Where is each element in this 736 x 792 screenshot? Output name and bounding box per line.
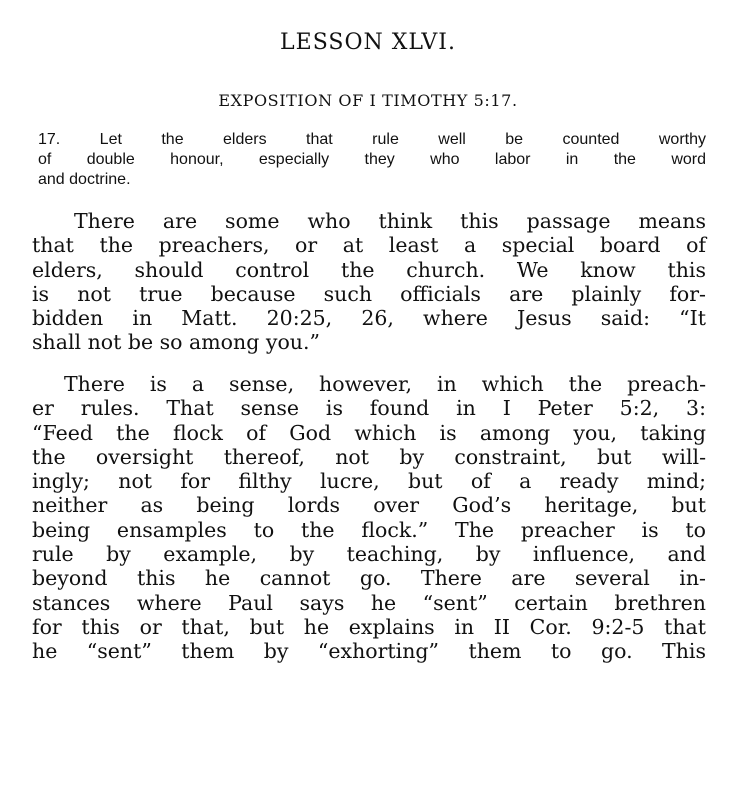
paragraph-line: bidden in Matt. 20:25, 26, where Jesus said: “It	[32, 306, 706, 331]
paragraph-line: elders, should control the church. We know this	[32, 257, 706, 282]
exposition-title: EXPOSITION OF I TIMOTHY 5:17.	[218, 91, 518, 110]
body-paragraph	[32, 372, 706, 664]
paragraph-line: There is a sense, however, in which the preach-	[64, 372, 706, 396]
verse-line: of double honour, especially they who labor in the word	[38, 151, 706, 168]
verse-line: and doctrine.	[38, 171, 131, 188]
paragraph-line: beyond this he cannot go. There are several in-	[32, 566, 706, 591]
paragraph-line: rule by example, by teaching, by influence, and	[32, 542, 706, 567]
scripture-verse	[38, 130, 706, 190]
paragraph-line: er rules. That sense is found in I Peter 5:2, 3:	[32, 396, 706, 421]
paragraph-line: he “sent” them by “exhorting” them to go. This	[32, 639, 706, 664]
paragraph-line: is not true because such officials are plainly for-	[32, 281, 706, 306]
paragraph-line: the oversight thereof, not by constraint, but will-	[32, 444, 706, 469]
paragraph-line: for this or that, but he explains in II Cor. 9:2-5 that	[32, 614, 706, 639]
paragraph-line: “Feed the flock of God which is among you, taking	[32, 420, 706, 445]
paragraph-line: ingly; not for filthy lucre, but of a ready mind;	[32, 469, 706, 494]
paragraph-line: being ensamples to the flock.” The preacher is to	[32, 517, 706, 542]
paragraph-line: neither as being lords over God’s heritage, but	[32, 493, 706, 518]
paragraph-line: There are some who think this passage means	[74, 209, 706, 233]
paragraph-line: stances where Paul says he “sent” certain brethren	[32, 590, 706, 615]
lesson-title: LESSON XLVI.	[280, 30, 456, 55]
paragraph-line: that the preachers, or at least a special board of	[32, 233, 706, 258]
body-paragraph	[32, 209, 706, 355]
verse-line: 17. Let the elders that rule well be counted worthy	[38, 131, 706, 148]
paragraph-line: shall not be so among you.”	[32, 330, 320, 355]
